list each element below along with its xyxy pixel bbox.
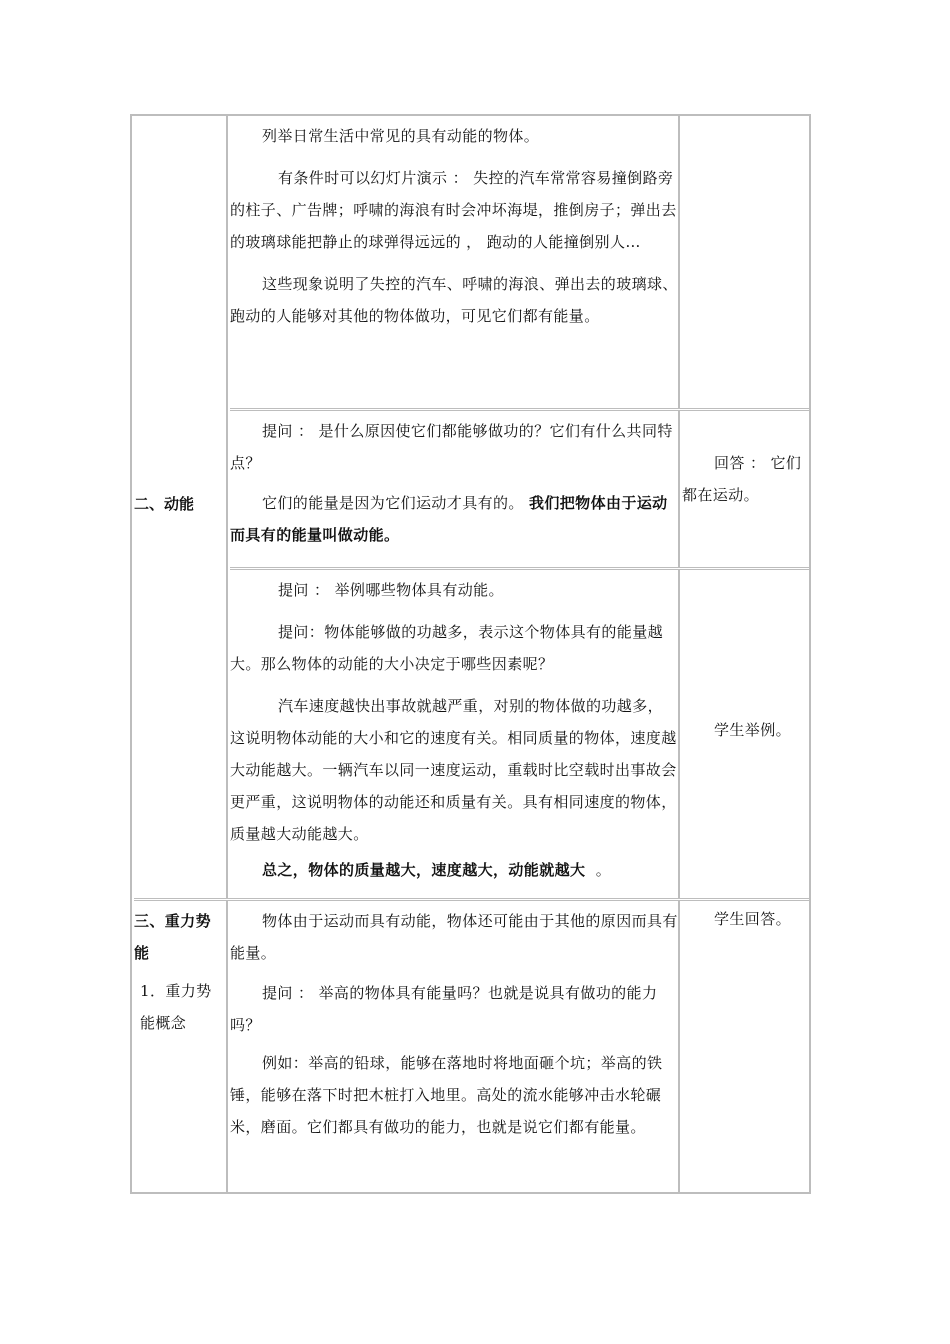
section3-label-cell (134, 901, 228, 1192)
section3-student: 学生回答。 (714, 910, 792, 928)
row3-p2: 提问：物体能够做的功越多，表示这个物体具有的能量越大。那么物体的动能的大小决定于哪些因素呢？ (230, 623, 664, 673)
row1-p2: 有条件时可以幻灯片演示 ： 失控的汽车常常容易撞倒路旁的柱子、广告牌；呼啸的海浪有时会冲坏海堤，推倒房子；弹出去的玻璃球能把静止的球弹得远远的 ， 跑动的人能撞倒别人… (230, 169, 677, 251)
section2-label: 二、动能 (134, 495, 195, 513)
section3-p3: 例如：举高的铅球，能够在落地时将地面砸个坑；举高的铁锤，能够在落下时把木桩打入地里。高处的流水能够冲击水轮碾米，磨面。它们都具有做功的能力，也就是说它们都有能量。 (230, 1054, 663, 1136)
row3-p4 (230, 854, 678, 886)
section3-p2: 提问 ： 举高的物体具有能量吗？也就是说具有做功的能力吗？ (230, 984, 658, 1034)
section3-content (230, 901, 680, 1192)
section3-label: 三、重力势能 (134, 912, 212, 962)
section3-p1: 物体由于运动而具有动能，物体还可能由于其他的原因而具有能量。 (230, 912, 678, 962)
section3-sublabel: 1．重力势能概念 (140, 982, 212, 1032)
row3-content (230, 570, 680, 898)
section2-label-cell (134, 116, 228, 898)
row2-p2 (230, 487, 678, 551)
section3-student-cell (682, 901, 809, 1192)
row1-p1: 列举日常生活中常见的具有动能的物体。 (262, 127, 540, 145)
row2-student: 回答 ： 它们都在运动。 (682, 454, 802, 504)
row2-content (230, 411, 680, 567)
lesson-table (130, 114, 811, 1194)
row3-summary: 总之，物体的质量越大，速度越大，动能就越大 (262, 861, 586, 879)
row2-p2-plain: 它们的能量是因为它们运动才具有的。 (262, 494, 524, 512)
row2-p1: 提问 ： 是什么原因使它们都能够做功的？它们有什么共同特点？ (230, 422, 673, 472)
row3-summary-end: 。 (595, 861, 612, 879)
row1-student (682, 116, 809, 408)
row3-p1: 提问 ： 举例哪些物体具有动能。 (278, 581, 504, 599)
row2-student-cell (682, 411, 809, 567)
row1-p3: 这些现象说明了失控的汽车、呼啸的海浪、弹出去的玻璃球、跑动的人能够对其他的物体做功，可见它们都有能量。 (230, 275, 678, 325)
row1-content (230, 116, 680, 408)
row3-p3: 汽车速度越快出事故就越严重，对别的物体做的功越多，这说明物体动能的大小和它的速度有关。相同质量的物体，速度越大动能越大。一辆汽车以同一速度运动，重载时比空载时出事故会更严重，这说明物体的动能还和质量有关。具有相同速度的物体，质量越大动能越大。 (230, 697, 677, 843)
row3-student-cell (682, 570, 809, 898)
kinetic-energy-definition: 我们把物体由于运动而具有的能量叫做动能。 (230, 494, 668, 544)
row3-student: 学生举例。 (714, 721, 792, 739)
